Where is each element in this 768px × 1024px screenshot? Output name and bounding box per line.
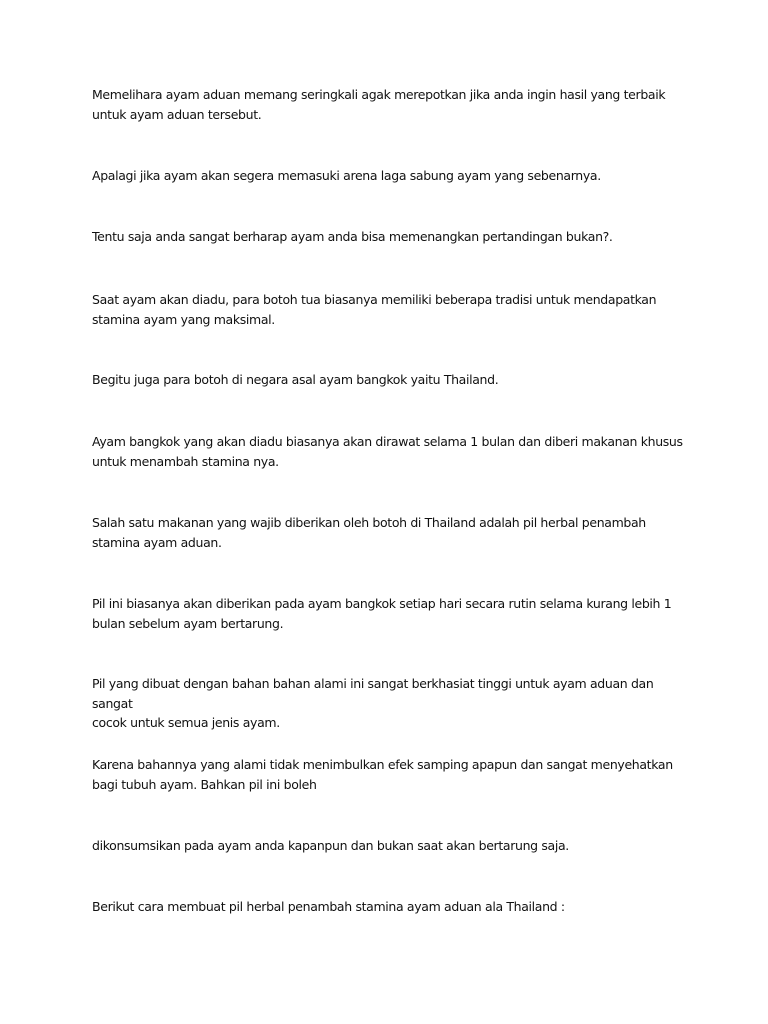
paragraph-5: Begitu juga para botoh di negara asal ayam bangkok yaitu Thailand. <box>92 372 499 387</box>
paragraph-4: Saat ayam akan diadu, para botoh tua biasanya memiliki beberapa tradisi untuk mendapatkan stamina ayam yang maksimal. <box>92 292 657 327</box>
paragraph-7: Salah satu makanan yang wajib diberikan oleh botoh di Thailand adalah pil herbal penambah stamina ayam aduan. <box>92 515 646 550</box>
paragraph-2: Apalagi jika ayam akan segera memasuki arena laga sabung ayam yang sebenarnya. <box>92 168 601 183</box>
paragraph-12: Berikut cara membuat pil herbal penambah stamina ayam aduan ala Thailand : <box>92 899 565 914</box>
paragraph-10: Karena bahannya yang alami tidak menimbulkan efek samping apapun dan sangat menyehatkan bagi tubuh ayam. Bahkan pil ini boleh <box>92 757 673 792</box>
paragraph-11: dikonsumsikan pada ayam anda kapanpun dan bukan saat akan bertarung saja. <box>92 838 569 853</box>
paragraph-6: Ayam bangkok yang akan diadu biasanya akan dirawat selama 1 bulan dan diberi makanan khusus untuk menambah stamina nya. <box>92 434 683 469</box>
paragraph-9: Pil yang dibuat dengan bahan bahan alami ini sangat berkhasiat tinggi untuk ayam aduan dan sangat cocok untuk semua jenis ayam. <box>92 676 654 730</box>
paragraph-1: Memelihara ayam aduan memang seringkali agak merepotkan jika anda ingin hasil yang terbaik untuk ayam aduan tersebut. <box>92 87 666 122</box>
paragraph-8: Pil ini biasanya akan diberikan pada ayam bangkok setiap hari secara rutin selama kurang lebih 1 bulan sebelum ayam bertarung. <box>92 596 672 631</box>
paragraph-3: Tentu saja anda sangat berharap ayam anda bisa memenangkan pertandingan bukan?. <box>92 229 613 244</box>
